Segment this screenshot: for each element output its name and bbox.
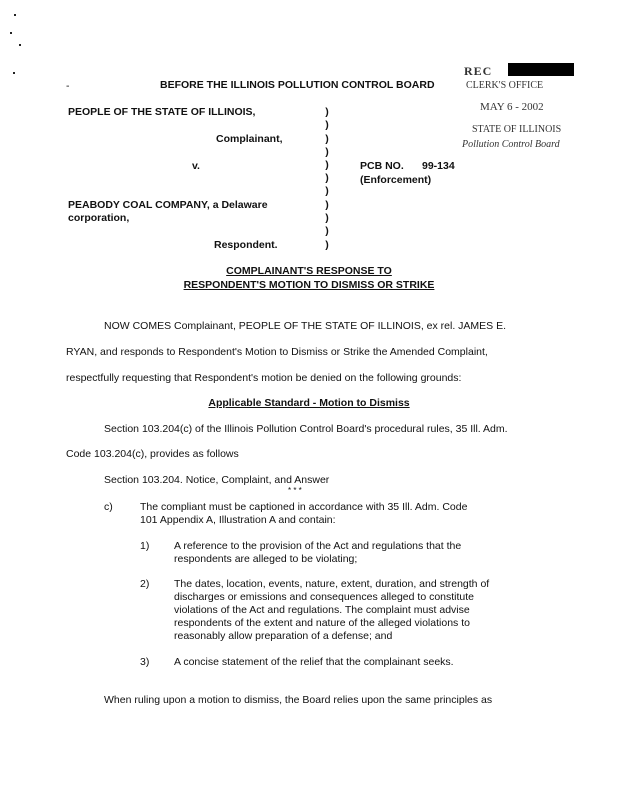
scan-speck	[19, 44, 21, 46]
item-line: reasonably allow preparation of a defense; and	[174, 630, 393, 642]
doc-title-line2: RESPONDENT'S MOTION TO DISMISS OR STRIKE	[183, 279, 435, 291]
item-number: 3)	[140, 656, 150, 668]
clause-c-line2: 101 Appendix A, Illustration A and contain:	[140, 514, 336, 526]
item-line: discharges or emissions and consequences alleged to constitute	[174, 591, 475, 603]
caption-plaintiff: PEOPLE OF THE STATE OF ILLINOIS,	[68, 106, 256, 118]
caption-defendant-role: Respondent.	[214, 239, 278, 251]
caption-paren: )	[325, 106, 329, 118]
caption-defendant-line2: corporation,	[68, 212, 130, 224]
intro-line3: respectfully requesting that Respondent's motion be denied on the following grounds:	[66, 372, 462, 384]
board-title: BEFORE THE ILLINOIS POLLUTION CONTROL BOARD	[160, 79, 435, 91]
closing-line: When ruling upon a motion to dismiss, the Board relies upon the same principles as	[104, 694, 493, 706]
item-line: The dates, location, events, nature, extent, duration, and strength of	[174, 578, 490, 590]
caption-paren: )	[325, 185, 329, 197]
caption-versus: v.	[192, 160, 200, 172]
case-type: (Enforcement)	[360, 174, 432, 186]
quote-asterisks: * * *	[288, 486, 302, 495]
case-number-label: PCB NO.	[360, 160, 404, 172]
doc-title-line1: COMPLAINANT'S RESPONSE TO	[226, 265, 392, 277]
clause-c-line1: The compliant must be captioned in accordance with 35 Ill. Adm. Code	[140, 501, 468, 513]
case-number: 99-134	[422, 160, 455, 172]
stamp-date: MAY 6 - 2002	[480, 101, 544, 113]
caption-paren: )	[325, 239, 329, 251]
caption-paren: )	[325, 225, 329, 237]
caption-defendant-line1: PEABODY COAL COMPANY, a Delaware	[68, 199, 268, 211]
item-number: 1)	[140, 540, 150, 552]
caption-paren: )	[325, 159, 329, 171]
intro-line1: NOW COMES Complainant, PEOPLE OF THE STATE OF ILLINOIS, ex rel. JAMES E.	[104, 320, 507, 332]
item-number: 2)	[140, 578, 150, 590]
caption-paren: )	[325, 212, 329, 224]
stamp-office: CLERK'S OFFICE	[466, 80, 544, 91]
caption-paren: )	[325, 146, 329, 158]
caption-paren: )	[325, 133, 329, 145]
stamp-received: REC	[464, 64, 493, 78]
caption-plaintiff-role: Complainant,	[216, 133, 283, 145]
scan-speck	[13, 72, 15, 74]
caption-paren: )	[325, 199, 329, 211]
scan-speck	[10, 32, 12, 34]
body-p1-line2: Code 103.204(c), provides as follows	[66, 448, 239, 460]
intro-line2: RYAN, and responds to Respondent's Motion to Dismiss or Strike the Amended Complaint,	[66, 346, 488, 358]
caption-paren: )	[325, 172, 329, 184]
body-p1-line1: Section 103.204(c) of the Illinois Pollution Control Board's procedural rules, 35 Ill. Adm.	[104, 423, 508, 435]
header-dash: -	[66, 80, 70, 92]
quote-heading: Section 103.204. Notice, Complaint, and Answer	[104, 474, 330, 486]
stamp-state: STATE OF ILLINOIS	[472, 124, 562, 135]
item-line: respondents are alleged to be violating;	[174, 553, 358, 565]
stamp-board: Pollution Control Board	[462, 139, 560, 150]
item-line: violations of the Act and regulations. The complaint must advise	[174, 604, 470, 616]
section-heading: Applicable Standard - Motion to Dismiss	[208, 397, 410, 409]
stamp-redaction	[508, 63, 574, 76]
caption-paren: )	[325, 119, 329, 131]
scan-speck	[14, 14, 16, 16]
clause-c-label: c)	[104, 501, 113, 513]
item-line: A reference to the provision of the Act and regulations that the	[174, 540, 462, 552]
item-line: A concise statement of the relief that the complainant seeks.	[174, 656, 454, 668]
item-line: respondents of the extent and nature of the alleged violations to	[174, 617, 470, 629]
